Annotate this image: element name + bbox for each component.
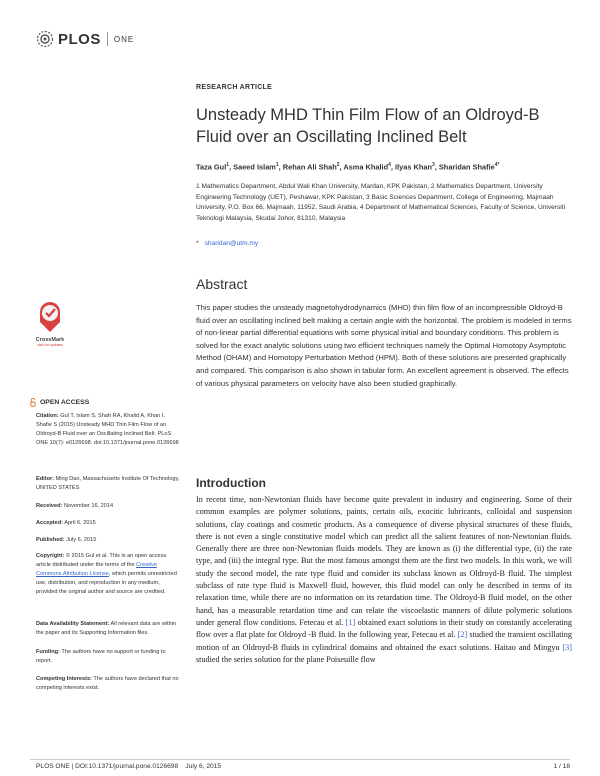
competing-interests-label: Competing Interests: [36, 676, 92, 682]
competing-interests-text: The authors have declared that no competing interests exist. [36, 676, 179, 691]
copyright-text: © 2015 Gul et al. This is an open access article distributed under the terms of the [36, 553, 167, 568]
plos-logo-icon [36, 30, 54, 48]
crossmark-label: CrossMark [35, 337, 65, 343]
corresponding-email [196, 240, 258, 247]
footer-citation: PLOS ONE | DOI:10.1371/journal.pone.0126698 July 6, 2015 [36, 763, 221, 770]
copyright-label: Copyright: [36, 553, 65, 559]
abstract-heading: Abstract [196, 276, 248, 292]
author[interactable]: Sharidan Shafie [438, 162, 495, 172]
page-number: 1 / 18 [553, 763, 570, 770]
journal-logo [36, 30, 134, 48]
author[interactable]: Saeed Islam [233, 162, 276, 172]
received-label: Received: [36, 503, 63, 509]
author[interactable]: Asma Khalid [343, 162, 389, 172]
abstract-text: This paper studies the unsteady magnetohydrodynamics (MHD) thin film flow of an incompressible Oldroyd-B fluid over an oscillating inclined belt making a certain angle with the horizontal. The problem is modeled in terms of non-linear partial differential equations with some physical initial and boundary conditions. This problem is solved for the exact analytic solutions using two efficient techniques namely the Optimal Homotopy Asymptotic Method (OHAM) and Homotopy Perturbation Method (HPM). Both of these solutions are presented graphically and compared. This comparison is also shown in tabular form. An excellent agreement is observed. The effects of various physical parameters on velocity have also been studied graphically. [196, 303, 572, 388]
copyright-info [36, 552, 182, 597]
data-availability-text: All relevant data are within the paper and its Supporting Information files. [36, 621, 177, 636]
article-title: Unsteady MHD Thin Film Flow of an Oldroyd-B Fluid over an Oscillating Inclined Belt [196, 106, 540, 146]
received-info [36, 502, 182, 511]
intro-text-part: studied the series solution for the plane Poiseuille flow [196, 654, 376, 664]
citation-link[interactable]: [2] [457, 630, 468, 640]
funding-label: Funding: [36, 649, 60, 655]
author-list: Taza Gul$^1$, Saeed Islam$^1$, Rehan Ali Shah$^2$, Asma Khalid$^4$, Ilyas Khan$^3$, Sharidan Shafie$^{4*}$ [196, 162, 500, 172]
corresponding-mark: * [196, 240, 199, 247]
citation-text: Gul T, Islam S, Shah RA, Khalid A, Khan I, Shafie S (2015) Unsteady MHD Thin Film Flow of an Oldroyd-B Fluid over an Oscillating Inclined Belt. PLoS ONE 10(7): e0126698. doi:10.1371/journal.pone.0126698 [36, 413, 179, 446]
author-sup: 1 [226, 162, 230, 168]
accepted-info [36, 519, 182, 528]
received-text: November 16, 2014 [62, 503, 114, 509]
published-info [36, 536, 182, 545]
citation-info [36, 412, 182, 448]
logo-journal-text: ONE [113, 34, 135, 44]
open-lock-icon [30, 398, 36, 407]
logo-plos-text: PLOS [58, 30, 101, 48]
funding-info [36, 648, 182, 666]
author[interactable]: Rehan Ali Shah [282, 162, 337, 172]
author[interactable]: Taza Gul [196, 162, 227, 172]
crossmark-badge[interactable] [30, 300, 70, 347]
accepted-text: April 6, 2015 [63, 520, 96, 526]
intro-text-part: In recent time, non-Newtonian fluids have become quite prevalent in industry and engineering. Some of their common examples are polymer solutions, paints, certain oils, exocitic lubricants, colloidal and suspension solutions, clay coatings and cosmetic products. As a consequence of diverse physical structures of these fluids, there is not even a single constitutive model which can predict all the salient features of non-Newtonian fluids. Generally there are three non-Newtonian fluids models. They are known as (i) the differential type, (ii) the rate type, and (iii) the integral type. But the most famous amongst them are the first two models. In this work, we will study the second model, the rate type fluid and consider its subclass known as Oldroyd-B fluid. The simplest subclass of rate type fluid is Maxwell fluid, however, this fluid model can only be described in terms of its relaxation time, while there are no information on its retardation time. The Oldroyd-B fluid model, on the other hand, has a measurable retardation time and can relate the viscoelastic manners of dilute polymeric solutions under general flow conditions. Fetecau et al. [196, 495, 572, 627]
introduction-heading: Introduction [196, 476, 266, 490]
accepted-label: Accepted: [36, 520, 64, 526]
intro-text-part: obtained exact solutions in their study on constantly accelerating flow over a flat plate for Oldroyd -B fluid. In the following year, Fetecau et al. [196, 617, 572, 640]
published-label: Published: [36, 537, 65, 543]
author-sup: 4* [494, 162, 500, 168]
open-access-label: OPEN ACCESS [40, 399, 90, 406]
editor-info [36, 475, 182, 493]
author[interactable]: Ilyas Khan [395, 162, 432, 172]
data-availability-label: Data Availability Statement: [36, 621, 110, 627]
author-sup: 4 [388, 162, 391, 168]
data-availability-info [36, 620, 182, 638]
citation-link[interactable]: [1] [345, 617, 356, 627]
crossmark-icon [37, 300, 63, 336]
license-link[interactable]: Creative Commons Attribution License [36, 561, 157, 577]
footer-divider [30, 759, 570, 760]
email-link[interactable]: sharidan@utm.my [204, 240, 259, 247]
copyright-text-end: , which permits unrestricted use, distribution, and reproduction in any medium, provided the original author and source are credited. [36, 570, 177, 595]
crossmark-sublabel: click for updates [37, 343, 63, 347]
citation-link[interactable]: [3] [562, 642, 572, 652]
author-sup: 3 [431, 162, 435, 168]
editor-label: Editor: [36, 476, 55, 482]
author-sup: 2 [336, 162, 340, 168]
published-text: July 6, 2015 [64, 537, 97, 543]
intro-text-part: studied the transient oscillating motion of an Oldroyd-B fluids in cylindrical domains and obtained the exact solutions. Haitao and Mingyu [196, 630, 572, 652]
logo-divider [107, 32, 108, 46]
affiliations: 1 Mathematics Department, Abdul Wali Khan University, Mardan, KPK Pakistan, 2 Mathematics Department, University Engineering Technology (UET), Peshawar, KPK Pakistan, 3 Basic Sciences Department, College of Engineering, Majmaah University, P.O. Box 66, Majmaah, 11952, Saudi Arabia, 4 Department of Mathematical Sciences, Faculty of Science, Universiti Teknologi Malaysia, Skudai Johor, 81310, Malaysia [196, 183, 566, 222]
funding-text: The authors have no support or funding to report. [36, 649, 166, 664]
editor-text: Ming Dao, Massachusetts Institute Of Technology, UNITED STATES [36, 476, 180, 491]
author-sup: 1 [275, 162, 279, 168]
competing-interests-info [36, 675, 182, 693]
article-type: RESEARCH ARTICLE [196, 84, 273, 91]
open-access-badge [30, 398, 89, 407]
citation-label: Citation: [36, 413, 59, 419]
introduction-text [196, 494, 572, 666]
